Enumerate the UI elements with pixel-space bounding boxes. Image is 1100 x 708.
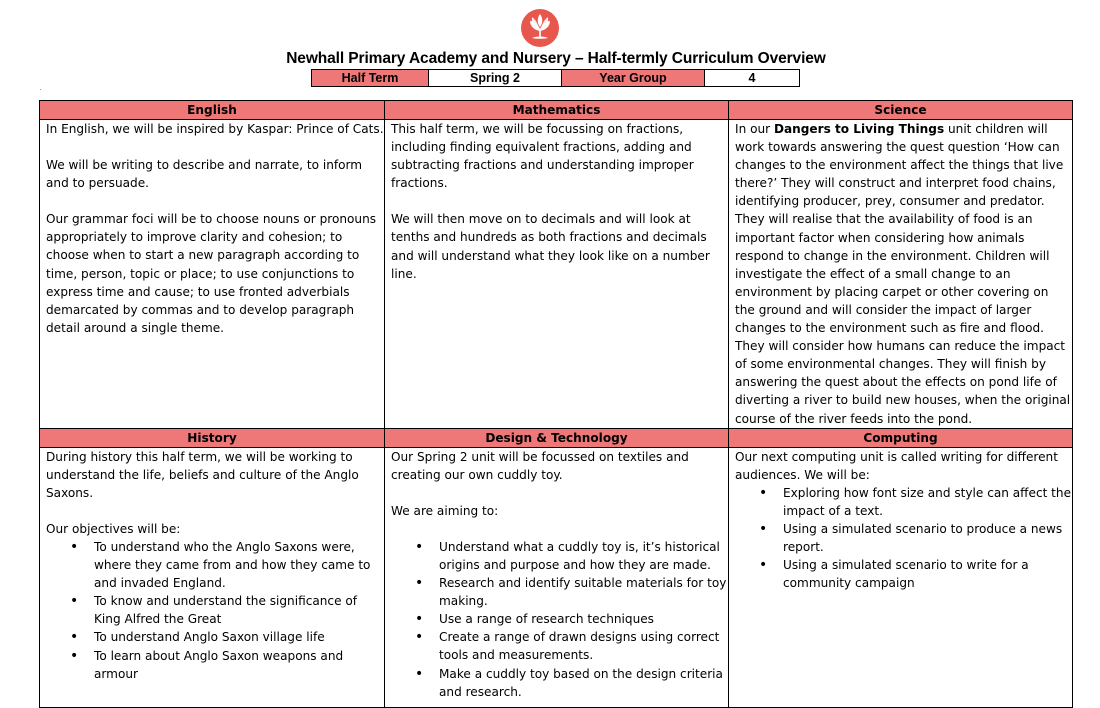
science-heading: Science [729, 101, 1073, 120]
computing-intro: Our next computing unit is called writing for different audiences. We will be: [735, 449, 1058, 482]
science-text-pre: In our [735, 122, 774, 136]
dt-aims-label: We are aiming to: [391, 503, 499, 518]
computing-heading: Computing [729, 428, 1073, 447]
science-cell [729, 120, 1073, 429]
list-item: • Using a simulated scenario to write for a community campaign [783, 556, 1072, 592]
history-heading: History [40, 428, 385, 447]
list-item: • To understand Anglo Saxon village life [94, 628, 384, 646]
english-grammar: Our grammar foci will be to choose nouns or pronouns appropriately to improve clarity and cohesion; to choose when to start a new paragraph according to time, person, topic or place; to use conjunctions to express time and cause; to use fronted adverbials demarcated by commas and to develop paragraph detail around a single theme. [46, 212, 377, 335]
computing-cell [729, 447, 1073, 707]
dt-heading: Design & Technology [385, 428, 729, 447]
maths-fractions: This half term, we will be focussing on fractions, including finding equivalent fractions, adding and subtracting fractions and understanding improper fractions. [391, 122, 694, 191]
list-item: • To understand who the Anglo Saxons were, where they came from and how they came to and invaded England. [94, 538, 384, 592]
maths-cell [385, 120, 729, 429]
english-intro: In English, we will be inspired by Kaspar: Prince of Cats. [46, 122, 384, 136]
science-text [735, 120, 1072, 428]
maths-heading: Mathematics [385, 101, 729, 120]
curriculum-grid [39, 100, 1073, 708]
divider [40, 89, 41, 90]
history-cell [40, 447, 385, 707]
dt-cell [385, 447, 729, 707]
english-cell [40, 120, 385, 429]
list-item: • Use a range of research techniques [439, 610, 728, 628]
dt-aims-list [391, 538, 728, 701]
science-unit-name: Dangers to Living Things [773, 122, 945, 136]
list-item: • Research and identify suitable materials for toy making. [439, 574, 728, 610]
page-title: Newhall Primary Academy and Nursery – Half-termly Curriculum Overview [286, 50, 826, 67]
english-writing: We will be writing to describe and narrate, to inform and to persuade. [46, 158, 363, 191]
term-info-table [311, 69, 800, 87]
list-item: • To know and understand the significance of King Alfred the Great [94, 592, 384, 628]
history-objectives-list [46, 538, 384, 683]
maths-decimals: We will then move on to decimals and will look at tenths and hundreds as both fractions and decimals and will understand what they look like on a number line. [391, 212, 710, 281]
half-term-value: Spring 2 [429, 70, 562, 87]
list-item: • Understand what a cuddly toy is, it’s historical origins and purpose and how they are made. [439, 538, 728, 574]
english-heading: English [40, 101, 385, 120]
list-item: • Create a range of drawn designs using correct tools and measurements. [439, 628, 728, 664]
dt-intro: Our Spring 2 unit will be focussed on textiles and creating our own cuddly toy. [391, 449, 689, 482]
year-group-value: 4 [705, 70, 800, 87]
tree-logo-icon [520, 8, 560, 48]
history-intro: During history this half term, we will be working to understand the life, beliefs and culture of the Anglo Saxons. [46, 449, 359, 500]
half-term-label: Half Term [312, 70, 429, 87]
history-objectives-label: Our objectives will be: [46, 521, 181, 536]
list-item: • Make a cuddly toy based on the design criteria and research. [439, 665, 728, 701]
year-group-label: Year Group [562, 70, 705, 87]
list-item: • To learn about Anglo Saxon weapons and armour [94, 647, 384, 683]
list-item: • Exploring how font size and style can affect the impact of a text. [783, 484, 1072, 520]
list-item: • Using a simulated scenario to produce a news report. [783, 520, 1072, 556]
computing-list [735, 484, 1072, 593]
science-text-post: unit children will work towards answering the quest question ‘How can changes to the environment affect the things that live there?’ They will construct and interpret food chains, identifying producer, prey, consumer and predator. They will realise that the availability of food is an important factor when considering how animals respond to change in the environment. Children will investigate the effect of a small change to an environment by placing carpet or other covering on the ground and will consider the impact of larger changes to the environment such as fire and flood. They will consider how humans can reduce the impact of some environmental changes. They will finish by answering the quest about the effects on pond life of diverting a river to build new houses, when the original course of the river feeds into the pond. [735, 122, 1071, 426]
